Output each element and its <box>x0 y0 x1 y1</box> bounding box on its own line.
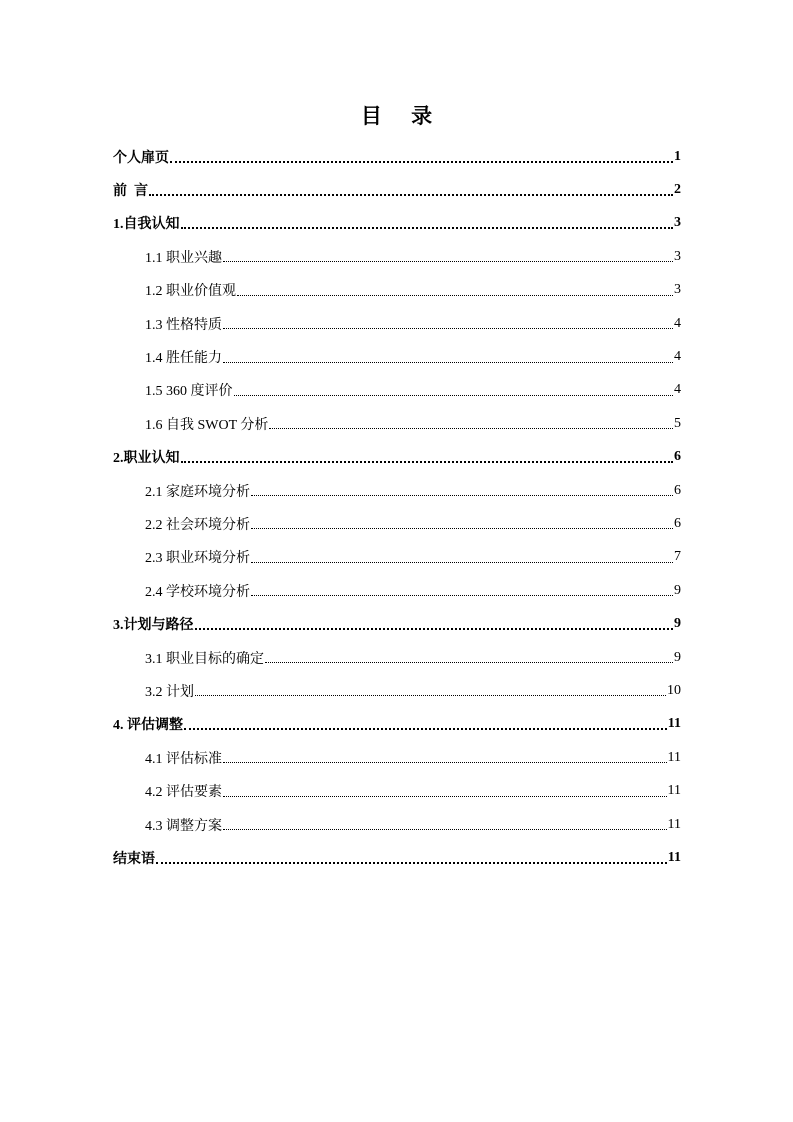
toc-dot-leader <box>223 762 667 763</box>
toc-page-number: 11 <box>667 716 681 732</box>
toc-subsection-entry[interactable] <box>113 641 681 674</box>
toc-section-entry[interactable] <box>113 441 681 474</box>
toc-page-number: 4 <box>674 315 681 331</box>
toc-entry-label: 1.1 职业兴趣 <box>145 250 222 266</box>
toc-entry-label: 2.4 学校环境分析 <box>145 584 250 600</box>
toc-entry-label: 1.5 360 度评价 <box>145 384 233 400</box>
toc-entry-label: 个人扉页 <box>113 150 169 166</box>
toc-page-number: 9 <box>674 616 681 632</box>
toc-page-number: 3 <box>674 215 681 231</box>
toc-page-number: 6 <box>674 482 681 498</box>
toc-dot-leader <box>170 161 673 163</box>
toc-entry-label: 3.2 计划 <box>145 684 194 700</box>
toc-dot-leader <box>181 227 674 229</box>
toc-page-number: 7 <box>674 549 681 565</box>
toc-entry-label: 前 言 <box>113 184 148 200</box>
toc-subsection-entry[interactable] <box>113 774 681 807</box>
toc-dot-leader <box>251 595 673 596</box>
toc-entry-label: 2.1 家庭环境分析 <box>145 484 250 500</box>
toc-dot-leader <box>237 295 673 296</box>
toc-entry-label: 4.3 调整方案 <box>145 818 222 834</box>
toc-page-number: 4 <box>674 349 681 365</box>
toc-subsection-entry[interactable] <box>113 741 681 774</box>
toc-page-number: 11 <box>667 816 681 832</box>
toc-subsection-entry[interactable] <box>113 507 681 540</box>
toc-page-number: 1 <box>674 148 681 164</box>
toc-subsection-entry[interactable] <box>113 340 681 373</box>
toc-entry-label: 3.计划与路径 <box>113 618 194 634</box>
toc-page-number: 9 <box>674 649 681 665</box>
toc-page-number: 11 <box>667 849 681 865</box>
toc-section-entry[interactable] <box>113 173 681 206</box>
toc-dot-leader <box>265 662 673 663</box>
toc-entry-label: 1.2 职业价值观 <box>145 284 236 300</box>
toc-entry-label: 2.2 社会环境分析 <box>145 517 250 533</box>
toc-page-number: 6 <box>674 449 681 465</box>
table-of-contents <box>113 140 681 875</box>
toc-page-number: 2 <box>674 182 681 198</box>
toc-entry-label: 1.自我认知 <box>113 217 180 233</box>
toc-page-number: 11 <box>667 749 681 765</box>
toc-section-entry[interactable] <box>113 140 681 173</box>
toc-page-number: 3 <box>674 282 681 298</box>
toc-entry-label: 1.4 胜任能力 <box>145 351 222 367</box>
toc-dot-leader <box>251 528 673 529</box>
toc-dot-leader <box>223 796 667 797</box>
toc-entry-label: 4. 评估调整 <box>113 718 183 734</box>
toc-section-entry[interactable] <box>113 708 681 741</box>
toc-section-entry[interactable] <box>113 607 681 640</box>
toc-entry-label: 结束语 <box>113 851 155 867</box>
toc-dot-leader <box>234 395 674 396</box>
toc-page-number: 4 <box>674 382 681 398</box>
page-title: 目 录 <box>360 104 445 128</box>
toc-entry-label: 4.1 评估标准 <box>145 751 222 767</box>
toc-entry-label: 1.3 性格特质 <box>145 317 222 333</box>
toc-subsection-entry[interactable] <box>113 307 681 340</box>
toc-dot-leader <box>251 562 673 563</box>
toc-entry-label: 2.3 职业环境分析 <box>145 551 250 567</box>
toc-entry-label: 4.2 评估要素 <box>145 785 222 801</box>
toc-section-entry[interactable] <box>113 841 681 874</box>
toc-dot-leader <box>181 461 674 463</box>
toc-dot-leader <box>149 194 673 196</box>
toc-entry-label: 1.6 自我 SWOT 分析 <box>145 417 269 433</box>
toc-subsection-entry[interactable] <box>113 541 681 574</box>
toc-page-number: 9 <box>674 582 681 598</box>
toc-entry-label: 3.1 职业目标的确定 <box>145 651 264 667</box>
toc-subsection-entry[interactable] <box>113 407 681 440</box>
toc-page-number: 5 <box>674 415 681 431</box>
toc-dot-leader <box>251 495 673 496</box>
toc-dot-leader <box>184 728 667 730</box>
toc-dot-leader <box>269 428 673 429</box>
toc-subsection-entry[interactable] <box>113 240 681 273</box>
toc-section-entry[interactable] <box>113 207 681 240</box>
toc-subsection-entry[interactable] <box>113 474 681 507</box>
toc-subsection-entry[interactable] <box>113 374 681 407</box>
toc-dot-leader <box>223 261 673 262</box>
toc-dot-leader <box>223 362 673 363</box>
toc-dot-leader <box>195 628 674 630</box>
toc-subsection-entry[interactable] <box>113 274 681 307</box>
toc-dot-leader <box>223 328 673 329</box>
toc-page-number: 6 <box>674 515 681 531</box>
toc-subsection-entry[interactable] <box>113 674 681 707</box>
toc-page-number: 10 <box>667 682 681 698</box>
toc-dot-leader <box>223 829 667 830</box>
toc-dot-leader <box>195 695 666 696</box>
toc-entry-label: 2.职业认知 <box>113 451 180 467</box>
toc-page-number: 3 <box>674 248 681 264</box>
toc-subsection-entry[interactable] <box>113 574 681 607</box>
toc-page-number: 11 <box>667 783 681 799</box>
toc-subsection-entry[interactable] <box>113 808 681 841</box>
toc-dot-leader <box>156 862 667 864</box>
